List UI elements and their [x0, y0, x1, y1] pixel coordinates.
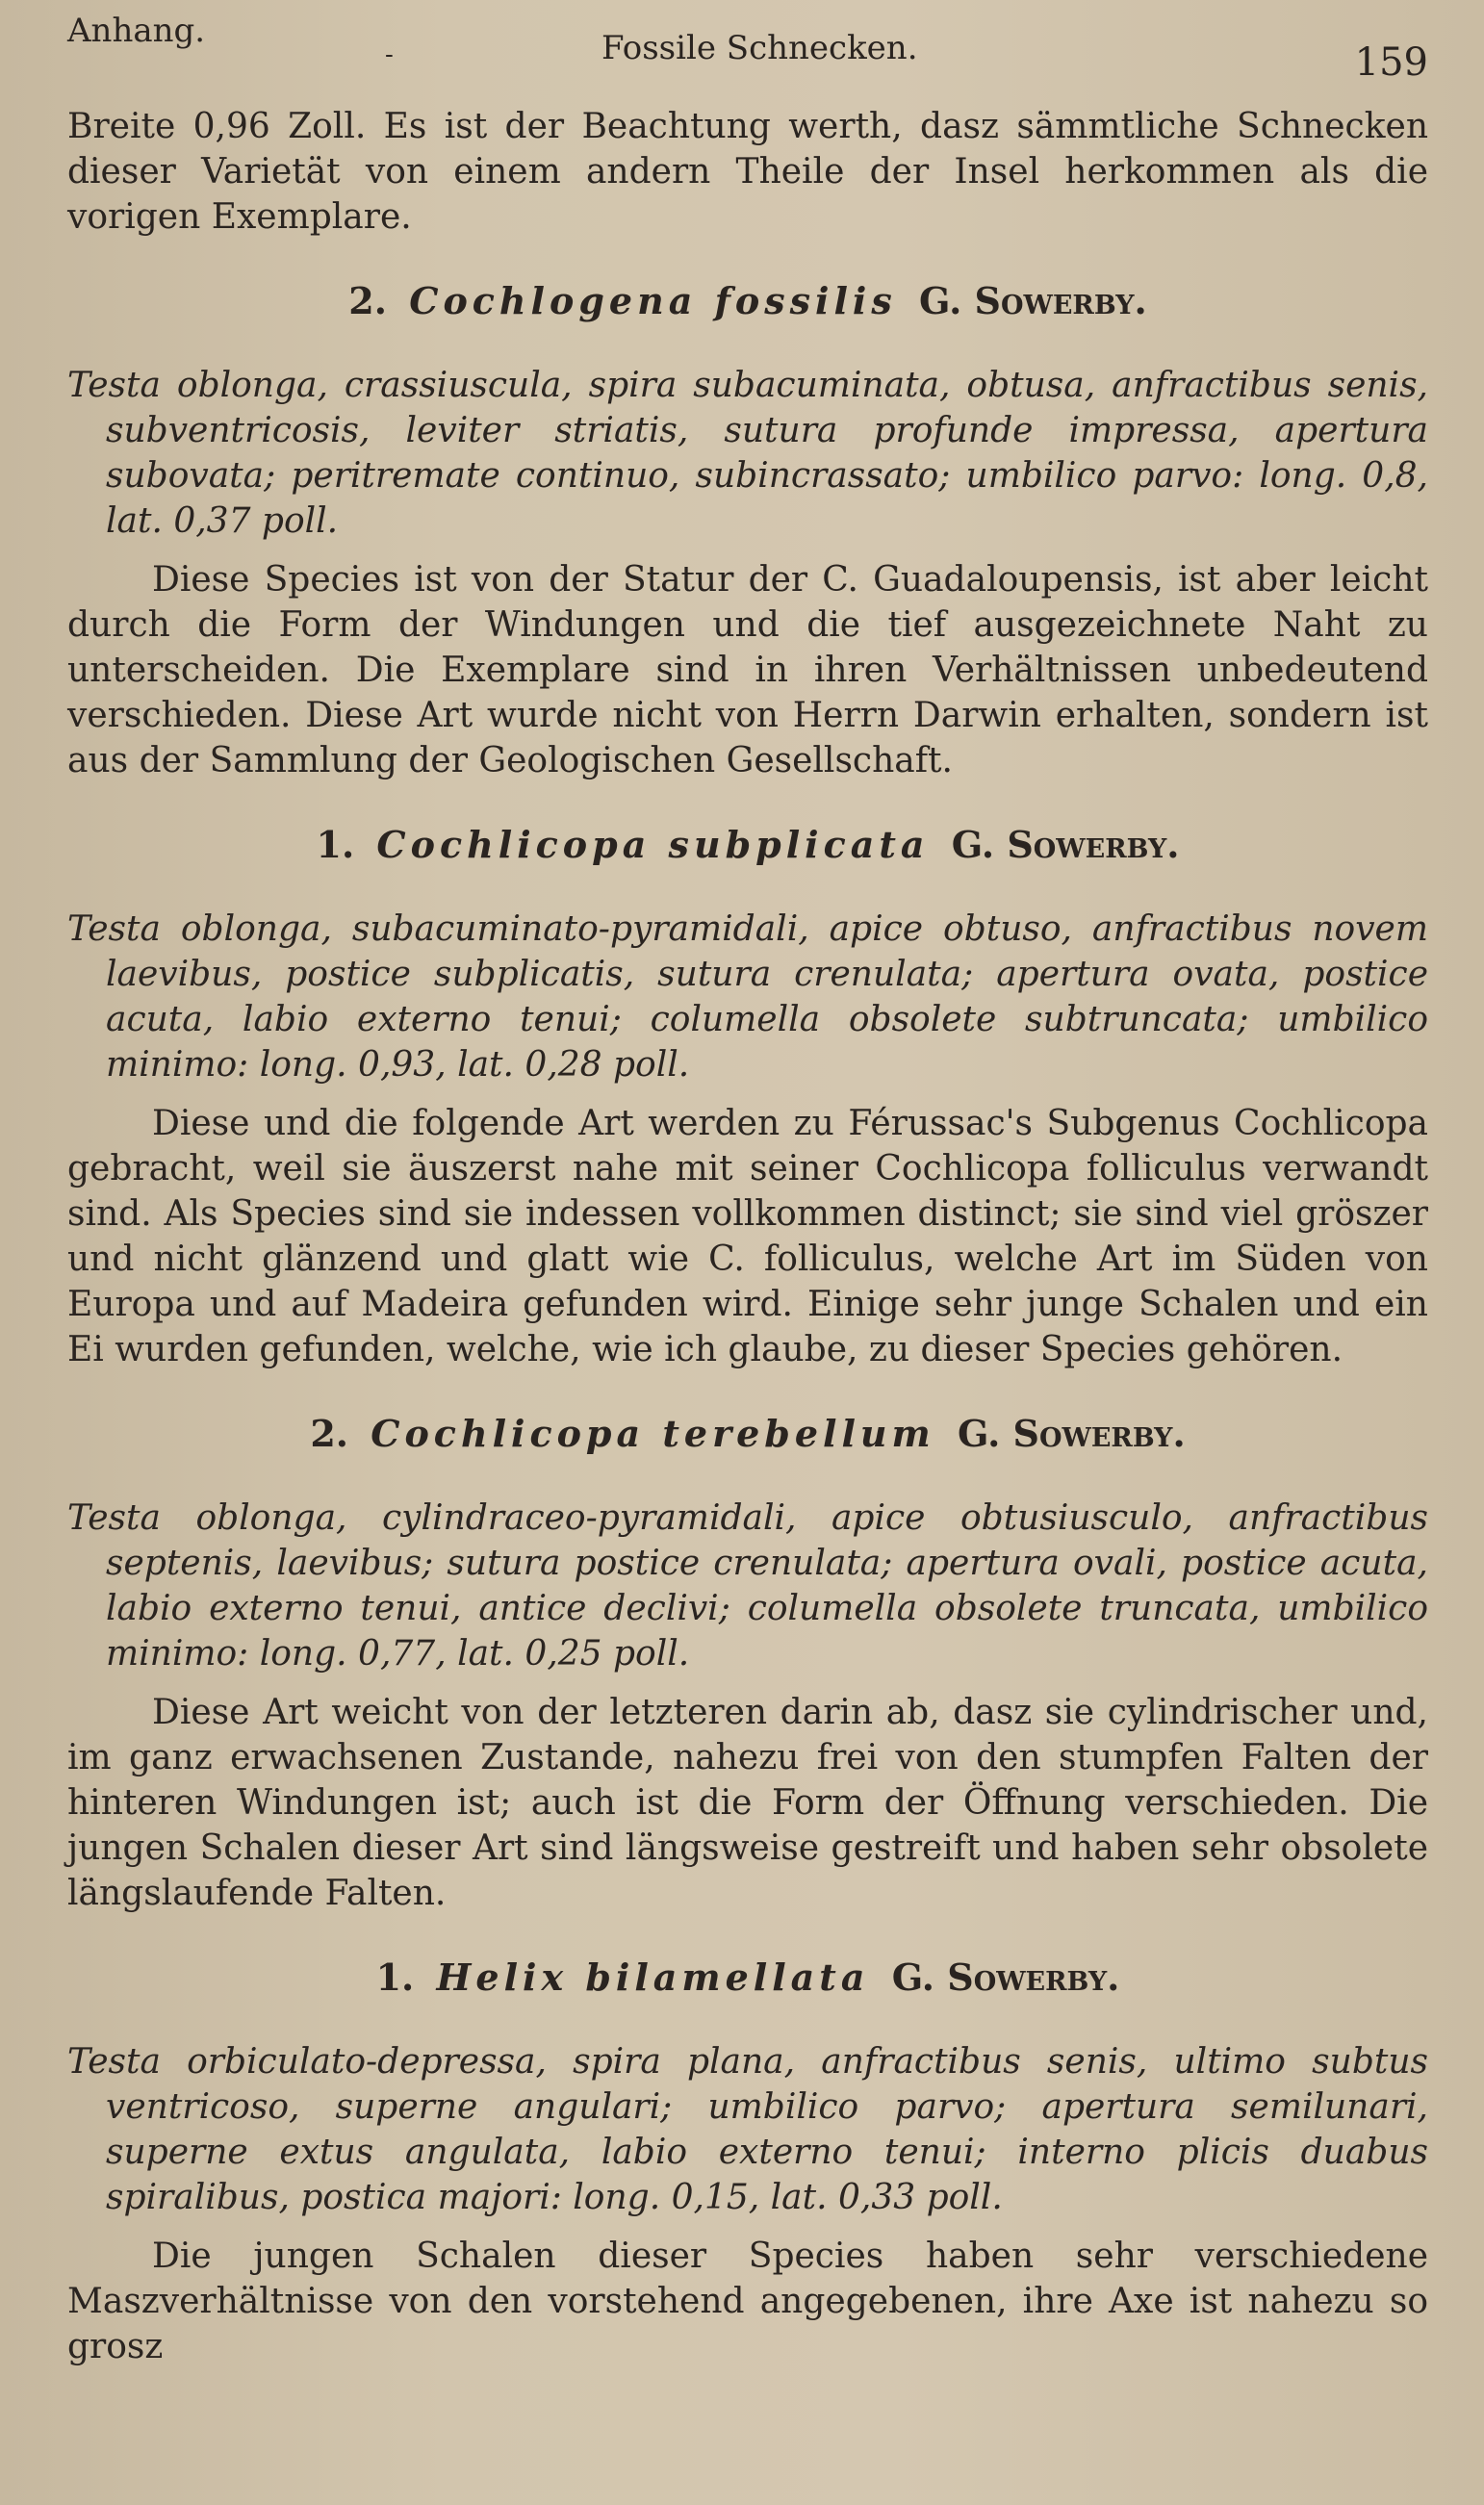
latin-diagnosis: Testa oblonga, crassiuscula, spira subacuminata, obtusa, anfractibus senis, subventricosis, leviter striatis, sutura profunde impressa, apertura subovata; peritremate continuo, subincrassato; umbilico parvo: long. 0,8, lat. 0,37 poll. [67, 366, 1428, 541]
page-body [67, 104, 1428, 2369]
species-section [67, 1916, 1428, 2369]
description-paragraph: Diese Art weicht von der letzteren darin ab, dasz sie cylindrischer und, im ganz erwachsenen Zustande, nahezu frei von den stumpfen Falten der hinteren Windungen ist; auch ist die Form der Öffnung verschieden. Die jungen Schalen dieser Art sind längsweise gestreift und haben sehr obsolete längslaufende Falten. [67, 1693, 1428, 1913]
header-title: Fossile Schnecken. [601, 29, 918, 67]
author-initial: G. [957, 1412, 1001, 1455]
author-name: Sowerby. [974, 279, 1147, 322]
species-section [67, 783, 1428, 1372]
author-initial: G. [951, 823, 995, 866]
species-name: Helix bilamellata [436, 1955, 870, 1999]
description-paragraph: Diese Species ist von der Statur der C. Guadaloupensis, ist aber leicht durch die Form der Windungen und die tief ausgezeichnete Naht zu unterscheiden. Die Exemplare sind in ihren Verhältnissen unbedeutend verschieden. Diese Art wurde nicht von Herrn Darwin erhalten, sondern ist aus der Sammlung der Geologischen Gesellschaft. [67, 560, 1428, 780]
species-name: Cochlicopa terebellum [371, 1412, 935, 1455]
species-number: 1. [375, 1955, 415, 1999]
page-header [67, 12, 1428, 85]
species-section [67, 240, 1428, 783]
species-heading [67, 240, 1428, 363]
latin-diagnosis: Testa oblonga, subacuminato-pyramidali, apice obtuso, anfractibus novem laevibus, postice subplicatis, sutura crenulata; apertura ovata, postice acuta, labio externo tenui; columella obsolete subtruncata; umbilico minimo: long. 0,93, lat. 0,28 poll. [67, 909, 1428, 1085]
species-name: Cochlicopa subplicata [376, 823, 930, 866]
species-number: 2. [348, 279, 387, 322]
description-paragraph: Diese und die folgende Art werden zu Férussac's Subgenus Cochlicopa gebracht, weil sie äuszerst nahe mit seiner Cochlicopa folliculus verwandt sind. Als Species sind sie indessen vollkommen distinct; sie sind viel gröszer und nicht glänzend und glatt wie C. folliculus, welche Art im Süden von Europa und auf Madeira gefunden wird. Einige sehr junge Schalen und ein Ei wurden gefunden, welche, wie ich glaube, zu dieser Species gehören. [67, 1104, 1428, 1369]
species-heading [67, 783, 1428, 907]
author-name: Sowerby. [947, 1955, 1120, 1999]
author-initial: G. [918, 279, 962, 322]
latin-diagnosis: Testa orbiculato-depressa, spira plana, anfractibus senis, ultimo subtus ventricoso, superne angulari; umbilico parvo; apertura semilunari, superne extus angulata, labio externo tenui; interno plicis duabus spiralibus, postica majori: long. 0,15, lat. 0,33 poll. [67, 2042, 1428, 2217]
species-section [67, 1372, 1428, 1916]
description-paragraph: Die jungen Schalen dieser Species haben sehr verschiedene Maszverhältnisse von den vorstehend angegebenen, ihre Axe ist nahezu so grosz [67, 2237, 1428, 2366]
author-name: Sowerby. [1012, 1412, 1186, 1455]
intro-paragraph: Breite 0,96 Zoll. Es ist der Beachtung werth, dasz sämmtliche Schnecken dieser Varietät von einem andern Theile der Insel herkommen als die vorigen Exemplare. [67, 107, 1428, 237]
species-number: 2. [310, 1412, 348, 1455]
header-section-label: Anhang. [67, 12, 206, 50]
author-initial: G. [891, 1955, 935, 1999]
page-number: 159 [1354, 40, 1428, 85]
species-name: Cochlogena fossilis [409, 279, 897, 322]
species-number: 1. [316, 823, 355, 866]
author-name: Sowerby. [1007, 823, 1180, 866]
header-mark: - [385, 40, 394, 69]
species-heading [67, 1916, 1428, 2039]
species-heading [67, 1372, 1428, 1495]
latin-diagnosis: Testa oblonga, cylindraceo-pyramidali, apice obtusiusculo, anfractibus septenis, laevibus; sutura postice crenulata; apertura ovali, postice acuta, labio externo tenui, antice declivi; columella obsolete truncata, umbilico minimo: long. 0,77, lat. 0,25 poll. [67, 1498, 1428, 1674]
